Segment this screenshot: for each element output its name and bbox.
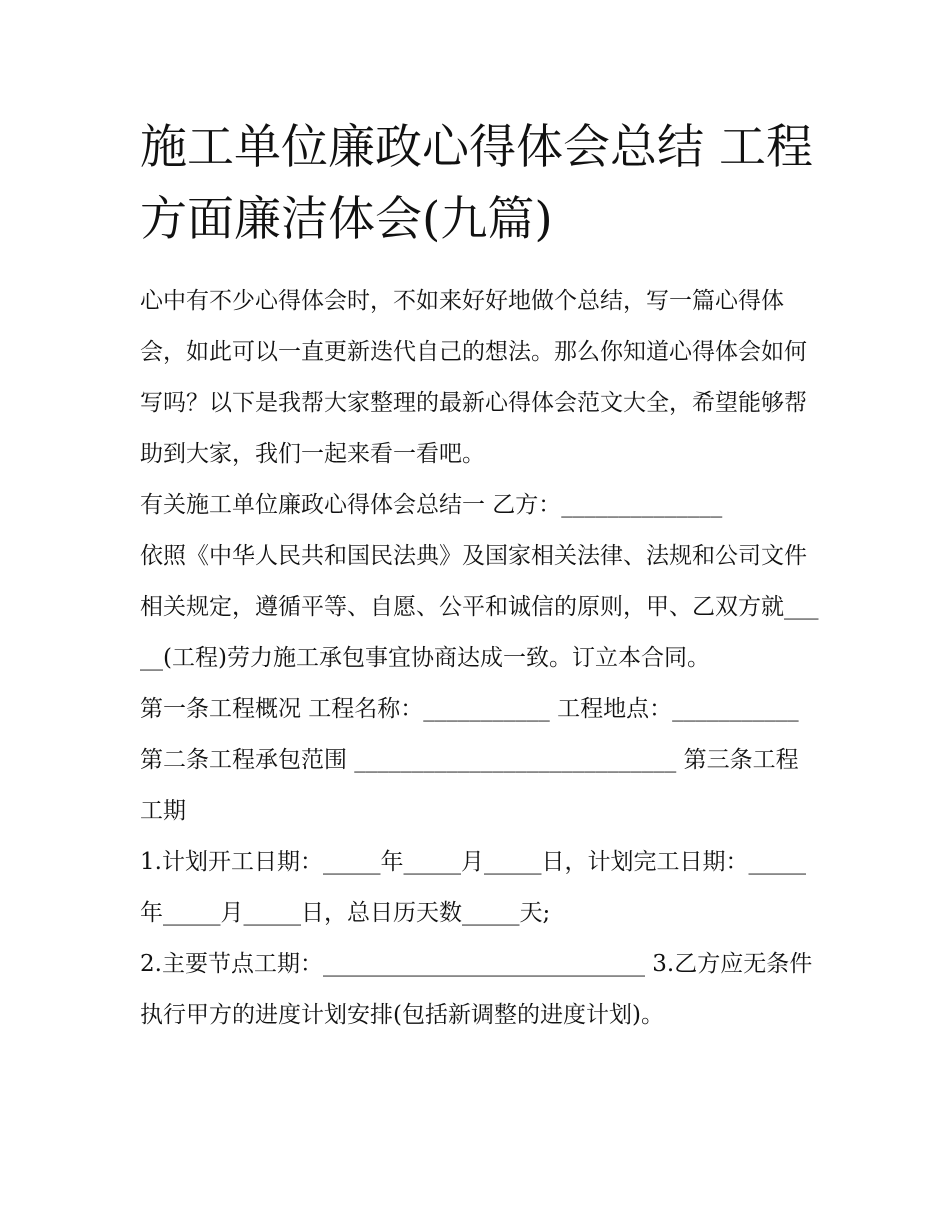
milestone-paragraph: 2.主要节点工期：____________________________ 3.乙方应无条件执行甲方的进度计划安排(包括新调整的进度计划)。 [140, 951, 813, 1028]
section-heading-paragraph: 有关施工单位廉政心得体会总结一 乙方：______________ [140, 492, 723, 518]
contract-basis-paragraph: 依照《中华人民共和国民法典》及国家相关法律、法规和公司文件相关规定，遵循平等、自愿、公平和诚信的原则，甲、乙双方就_____(工程)劳力施工承包事宜协商达成一致。订立本合同。 [140, 543, 819, 671]
document-body [140, 276, 820, 1041]
page-title: 施工单位廉政心得体会总结 工程方面廉洁体会(九篇) [140, 120, 813, 247]
intro-paragraph: 心中有不少心得体会时，不如来好好地做个总结，写一篇心得体会，如此可以一直更新迭代自己的想法。那么你知道心得体会如何写吗？以下是我帮大家整理的最新心得体会范文大全，希望能够帮助到大家，我们一起来看一看吧。 [140, 288, 807, 467]
project-overview-paragraph: 第一条工程概况 工程名称：___________ 工程地点：___________ 第二条工程承包范围 ____________________________ 第三条工程工期 [140, 696, 799, 824]
schedule-paragraph: 1.计划开工日期：_____年_____月_____日，计划完工日期：_____年_____月_____日，总日历天数_____天; [140, 849, 806, 926]
